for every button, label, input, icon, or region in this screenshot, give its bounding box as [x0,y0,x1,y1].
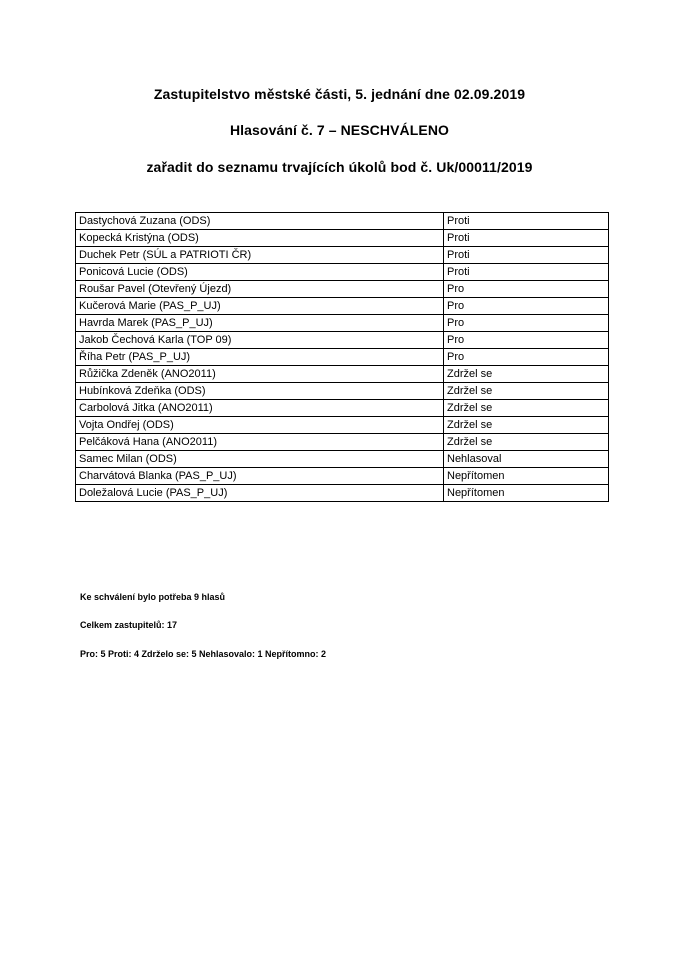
vote-result-cell: Proti [444,213,609,230]
member-name-cell: Říha Petr (PAS_P_UJ) [76,349,444,366]
vote-result-cell: Nepřítomen [444,468,609,485]
table-row [76,383,609,400]
member-name-cell: Pelčáková Hana (ANO2011) [76,434,444,451]
vote-result-cell: Nepřítomen [444,485,609,502]
vote-tally: Pro: 5 Proti: 4 Zdrželo se: 5 Nehlasovalo: 1 Nepřítomno: 2 [80,649,327,659]
total-members-note: Celkem zastupitelů: 17 [80,620,178,630]
vote-result-cell: Pro [444,298,609,315]
vote-result-cell: Pro [444,315,609,332]
vote-result-cell: Proti [444,264,609,281]
member-name-cell: Carbolová Jitka (ANO2011) [76,400,444,417]
meeting-title: Zastupitelstvo městské části, 5. jednání dne 02.09.2019 [153,86,526,102]
member-name-cell: Hubínková Zdeňka (ODS) [76,383,444,400]
member-name-cell: Doležalová Lucie (PAS_P_UJ) [76,485,444,502]
member-name-cell: Vojta Ondřej (ODS) [76,417,444,434]
vote-result-cell: Zdržel se [444,434,609,451]
vote-subject: zařadit do seznamu trvajících úkolů bod č. Uk/00011/2019 [146,159,533,175]
vote-heading: Hlasování č. 7 – NESCHVÁLENO [229,122,450,138]
member-name-cell: Duchek Petr (SÚL a PATRIOTI ČR) [76,247,444,264]
vote-result-cell: Pro [444,349,609,366]
member-name-cell: Samec Milan (ODS) [76,451,444,468]
vote-result-cell: Zdržel se [444,417,609,434]
vote-result-cell: Nehlasoval [444,451,609,468]
member-name-cell: Dastychová Zuzana (ODS) [76,213,444,230]
table-row [76,298,609,315]
table-row [76,485,609,502]
table-row [76,213,609,230]
table-row [76,247,609,264]
table-row [76,434,609,451]
member-name-cell: Roušar Pavel (Otevřený Újezd) [76,281,444,298]
vote-result-cell: Zdržel se [444,383,609,400]
table-row [76,417,609,434]
vote-result-cell: Zdržel se [444,400,609,417]
vote-result-cell: Zdržel se [444,366,609,383]
table-row [76,451,609,468]
member-name-cell: Jakob Čechová Karla (TOP 09) [76,332,444,349]
member-name-cell: Růžička Zdeněk (ANO2011) [76,366,444,383]
table-row [76,366,609,383]
vote-result-cell: Pro [444,281,609,298]
table-row [76,400,609,417]
required-votes-note: Ke schválení bylo potřeba 9 hlasů [80,592,226,602]
member-name-cell: Charvátová Blanka (PAS_P_UJ) [76,468,444,485]
table-row [76,230,609,247]
member-name-cell: Ponicová Lucie (ODS) [76,264,444,281]
table-row [76,349,609,366]
vote-result-cell: Proti [444,230,609,247]
table-row [76,264,609,281]
votes-table-body [76,213,609,502]
member-name-cell: Kopecká Kristýna (ODS) [76,230,444,247]
table-row [76,281,609,298]
table-row [76,332,609,349]
table-row [76,468,609,485]
vote-result-cell: Pro [444,332,609,349]
votes-table [75,212,609,502]
vote-result-cell: Proti [444,247,609,264]
member-name-cell: Kučerová Marie (PAS_P_UJ) [76,298,444,315]
table-row [76,315,609,332]
member-name-cell: Havrda Marek (PAS_P_UJ) [76,315,444,332]
